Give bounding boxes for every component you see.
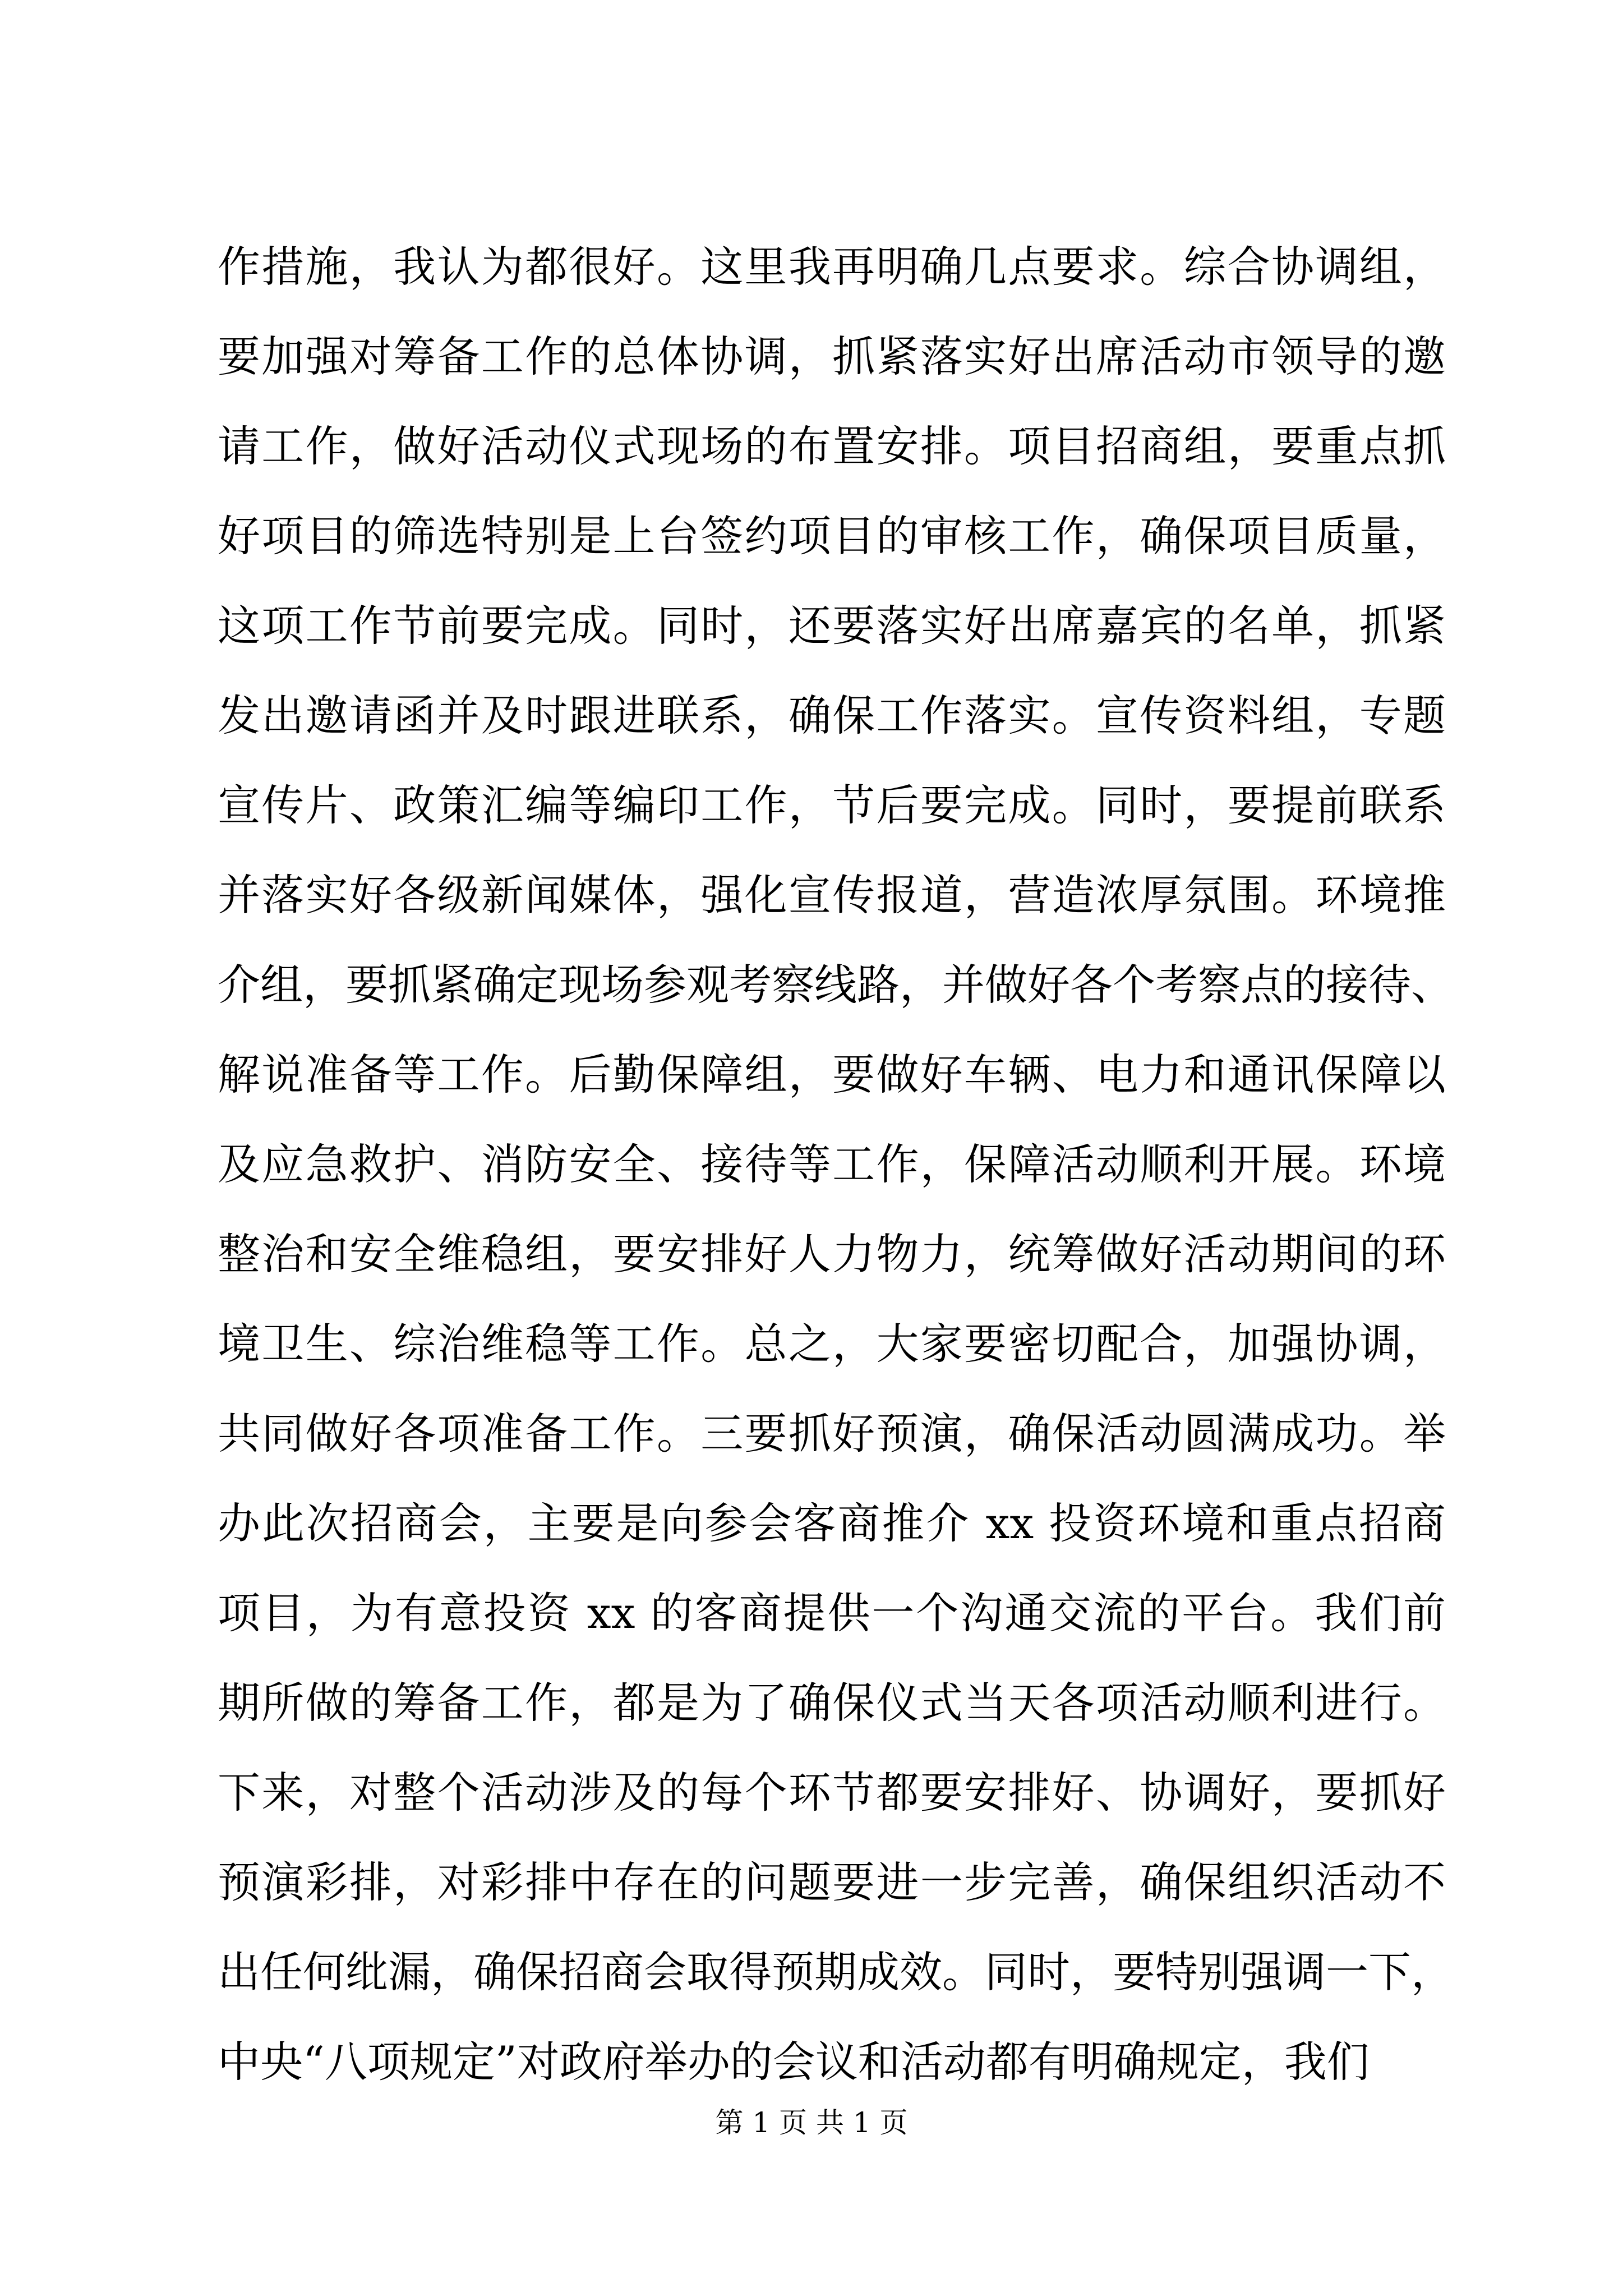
text-line: 下来，对整个活动涉及的每个环节都要安排好、协调好，要抓好 [218,1768,1446,1818]
text-line: 这项工作节前要完成。同时，还要落实好出席嘉宾的名单，抓紧 [218,601,1446,651]
text-line: 介组，要抓紧确定现场参观考察线路，并做好各个考察点的接待、 [218,960,1454,1010]
text-line: 请工作，做好活动仪式现场的布置安排。项目招商组，要重点抓 [218,421,1446,471]
text-line: 整治和安全维稳组，要安排好人力物力，统筹做好活动期间的环 [218,1229,1446,1279]
text-line: 及应急救护、消防安全、接待等工作，保障活动顺利开展。环境 [218,1139,1446,1189]
body-text [218,222,1454,2107]
text-line: 好项目的筛选特别是上台签约项目的审核工作，确保项目质量， [218,511,1446,561]
text-line: 项目，为有意投资 xx 的客商提供一个沟通交流的平台。我们前 [218,1588,1446,1638]
text-line: 宣传片、政策汇编等编印工作，节后要完成。同时，要提前联系 [218,780,1446,830]
text-line: 要加强对筹备工作的总体协调，抓紧落实好出席活动市领导的邀 [218,332,1446,381]
page-number-footer: 第 1 页 共 1 页 [715,2106,908,2139]
text-line: 并落实好各级新闻媒体，强化宣传报道，营造浓厚氛围。环境推 [218,870,1446,920]
text-line: 作措施，我认为都很好。这里我再明确几点要求。综合协调组， [218,242,1446,292]
text-line: 预演彩排，对彩排中存在的问题要进一步完善，确保组织活动不 [218,1857,1446,1907]
text-line: 共同做好各项准备工作。三要抓好预演，确保活动圆满成功。举 [218,1409,1446,1458]
text-line: 中央“八项规定”对政府举办的会议和活动都有明确规定，我们 [218,2037,1370,2087]
text-line: 发出邀请函并及时跟进联系，确保工作落实。宣传资料组，专题 [218,691,1446,740]
text-line: 期所做的筹备工作，都是为了确保仪式当天各项活动顺利进行。 [218,1678,1446,1728]
text-line: 办此次招商会，主要是向参会客商推介 xx 投资环境和重点招商 [218,1498,1446,1548]
text-line: 出任何纰漏，确保招商会取得预期成效。同时，要特别强调一下， [218,1947,1454,1997]
text-line: 境卫生、综治维稳等工作。总之，大家要密切配合，加强协调， [218,1319,1446,1369]
text-line: 解说准备等工作。后勤保障组，要做好车辆、电力和通讯保障以 [218,1050,1446,1099]
